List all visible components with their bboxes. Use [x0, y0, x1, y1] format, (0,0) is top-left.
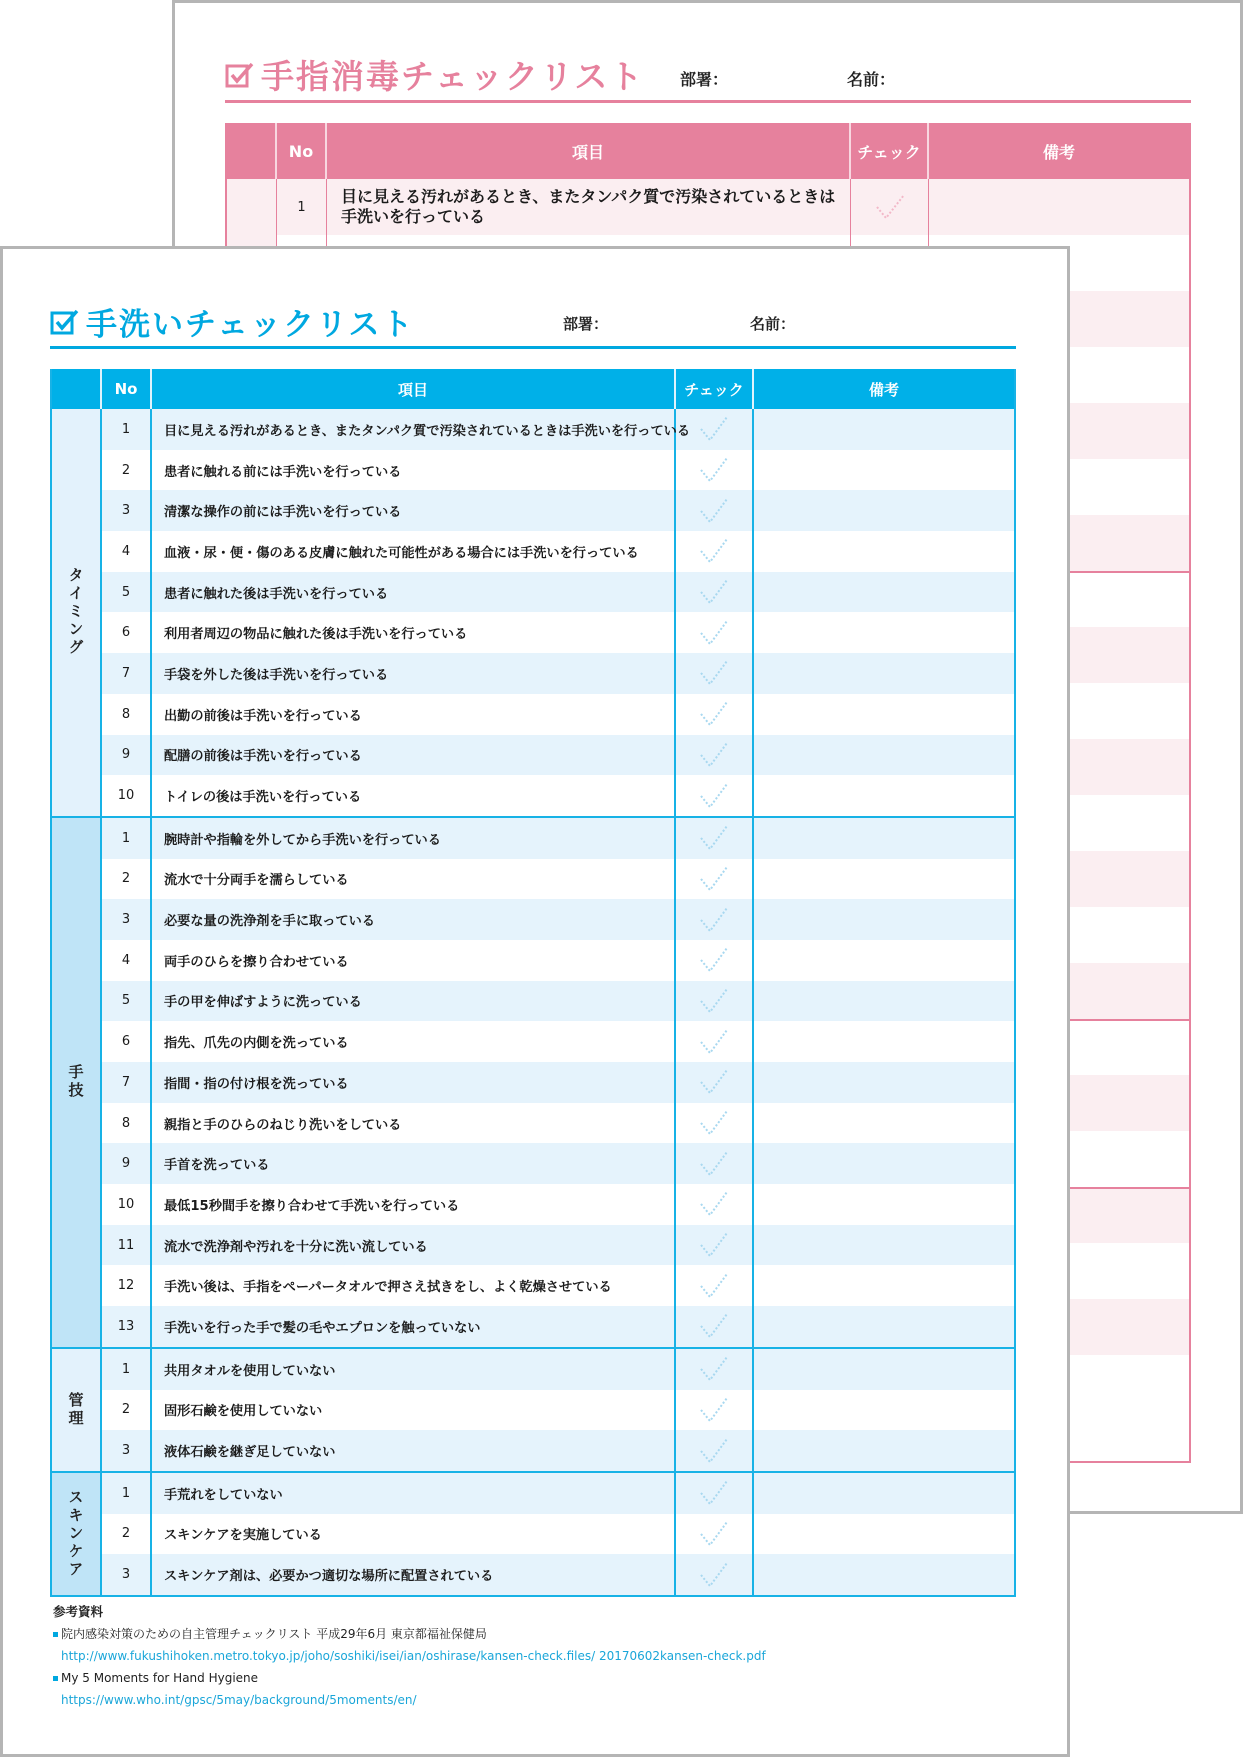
check-mark-icon: [872, 191, 908, 223]
check-cell[interactable]: [676, 775, 754, 816]
check-mark-icon: [697, 536, 731, 566]
check-cell[interactable]: [676, 1265, 754, 1306]
check-cell[interactable]: [676, 1062, 754, 1103]
row-item-text: 最低15秒間手を擦り合わせて手洗いを行っている: [152, 1184, 676, 1225]
header-no: No: [102, 369, 152, 409]
table-row: [102, 409, 1014, 450]
check-mark-icon: [697, 1189, 731, 1219]
row-item-text: 患者に触れる前には手洗いを行っている: [152, 450, 676, 491]
row-number: 12: [102, 1265, 152, 1306]
table-row: [102, 899, 1014, 940]
back-header-check: チェック: [851, 123, 929, 179]
reference-link[interactable]: http://www.fukushihoken.metro.tokyo.jp/joho/soshiki/isei/ian/oshirase/kansen-check.files/ 20170602kansen-check.pdf: [61, 1649, 766, 1663]
table-row: [102, 653, 1014, 694]
check-mark-icon: [697, 1560, 731, 1590]
row-item-text: 手洗いを行った手で髪の毛やエプロンを触っていない: [152, 1306, 676, 1347]
check-mark-icon: [697, 1436, 731, 1466]
table-row: [102, 1103, 1014, 1144]
note-cell[interactable]: [754, 1473, 1014, 1514]
check-cell[interactable]: [676, 859, 754, 900]
check-mark-icon: [697, 740, 731, 770]
check-cell[interactable]: [676, 735, 754, 776]
check-cell[interactable]: [676, 1390, 754, 1431]
check-mark-icon: [697, 1108, 731, 1138]
note-cell[interactable]: [754, 1554, 1014, 1595]
check-cell[interactable]: [676, 1143, 754, 1184]
table-row: [102, 1062, 1014, 1103]
group-timing: [52, 409, 1014, 816]
row-item-text: 手首を洗っている: [152, 1143, 676, 1184]
row-number: 1: [102, 818, 152, 859]
row-item-text: 流水で十分両手を濡らしている: [152, 859, 676, 900]
check-mark-icon: [697, 823, 731, 853]
table-row: [102, 1143, 1014, 1184]
row-item-text: 配膳の前後は手洗いを行っている: [152, 735, 676, 776]
row-item-text: 手洗い後は、手指をペーパータオルで押さえ拭きをし、よく乾燥させている: [152, 1265, 676, 1306]
note-cell[interactable]: [754, 694, 1014, 735]
group-label: スキンケア: [52, 1473, 102, 1595]
check-mark-icon: [697, 658, 731, 688]
front-sheet-hand-washing: [0, 246, 1070, 1757]
check-mark-icon: [697, 496, 731, 526]
table-row: [102, 775, 1014, 816]
table-row: [102, 572, 1014, 613]
check-cell[interactable]: [676, 1184, 754, 1225]
row-number: 2: [102, 1390, 152, 1431]
check-cell[interactable]: [676, 1225, 754, 1266]
check-cell[interactable]: [676, 572, 754, 613]
check-cell[interactable]: [676, 1021, 754, 1062]
note-cell[interactable]: [754, 818, 1014, 859]
table-row: [102, 735, 1014, 776]
row-number: 1: [102, 409, 152, 450]
row-number: 10: [102, 1184, 152, 1225]
note-cell[interactable]: [754, 1514, 1014, 1555]
references-section: [53, 1601, 766, 1711]
table-row: [102, 531, 1014, 572]
back-header-group: [227, 123, 277, 179]
check-cell[interactable]: [676, 940, 754, 981]
check-mark-icon: [697, 905, 731, 935]
row-number: 3: [102, 1554, 152, 1595]
reference-title: My 5 Moments for Hand Hygiene: [61, 1671, 259, 1685]
row-item-text: スキンケア剤は、必要かつ適切な場所に配置されている: [152, 1554, 676, 1595]
row-number: 3: [102, 1430, 152, 1471]
row-number: 6: [102, 612, 152, 653]
check-mark-icon: [697, 1395, 731, 1425]
table-row: [102, 1184, 1014, 1225]
row-item-text: 手の甲を伸ばすように洗っている: [152, 981, 676, 1022]
row-number: 7: [102, 653, 152, 694]
check-cell[interactable]: [676, 490, 754, 531]
row-item-text: 手袋を外した後は手洗いを行っている: [152, 653, 676, 694]
table-row: [102, 1554, 1014, 1595]
row-number: 3: [102, 899, 152, 940]
check-mark-icon: [697, 1354, 731, 1384]
note-cell[interactable]: [754, 1265, 1014, 1306]
checkbox-icon: [225, 61, 255, 89]
note-cell[interactable]: [754, 899, 1014, 940]
group-rows: [102, 818, 1014, 1347]
note-cell[interactable]: [754, 1184, 1014, 1225]
check-cell[interactable]: [676, 899, 754, 940]
references-heading: 参考資料: [53, 1604, 104, 1619]
back-sheet-title-text: 手指消毒チェックリスト: [261, 57, 645, 96]
square-bullet-icon: [53, 1676, 58, 1681]
back-header-no: No: [277, 123, 327, 179]
check-mark-icon: [697, 618, 731, 648]
check-mark-icon: [697, 1230, 731, 1260]
table-row: [102, 981, 1014, 1022]
group-rows: [102, 1349, 1014, 1471]
check-mark-icon: [697, 699, 731, 729]
row-number: 2: [102, 859, 152, 900]
row-number: 10: [102, 775, 152, 816]
note-cell[interactable]: [754, 981, 1014, 1022]
note-cell[interactable]: [754, 1390, 1014, 1431]
table-body: [52, 409, 1014, 1595]
table-row: [102, 1430, 1014, 1471]
table-row: [102, 1514, 1014, 1555]
row-item-text: 必要な量の洗浄剤を手に取っている: [152, 899, 676, 940]
group-rows: [102, 409, 1014, 816]
check-cell[interactable]: [676, 1554, 754, 1595]
row-item-text: 親指と手のひらのねじり洗いをしている: [152, 1103, 676, 1144]
hand-washing-checklist-table: [50, 369, 1016, 1597]
check-mark-icon: [697, 1311, 731, 1341]
back-header-note: 備考: [1042, 142, 1075, 162]
table-row: [102, 1265, 1014, 1306]
check-cell[interactable]: [676, 531, 754, 572]
note-cell[interactable]: [754, 1021, 1014, 1062]
row-number: 2: [102, 1514, 152, 1555]
table-row: [102, 818, 1014, 859]
row-item-text: 両手のひらを擦り合わせている: [152, 940, 676, 981]
check-mark-icon: [697, 1478, 731, 1508]
group-skincare: [52, 1471, 1014, 1595]
note-cell[interactable]: [754, 1430, 1014, 1471]
note-cell[interactable]: [754, 735, 1014, 776]
note-cell[interactable]: [754, 1306, 1014, 1347]
header-group: [52, 369, 102, 409]
check-cell[interactable]: [676, 450, 754, 491]
note-cell[interactable]: [754, 1225, 1014, 1266]
note-cell[interactable]: [754, 409, 1014, 450]
back-title-rule: [225, 100, 1191, 103]
row-number: 8: [102, 1103, 152, 1144]
table-row: [102, 694, 1014, 735]
row-item-text: 患者に触れた後は手洗いを行っている: [152, 572, 676, 613]
row-number: 6: [102, 1021, 152, 1062]
check-cell[interactable]: [676, 981, 754, 1022]
note-cell[interactable]: [754, 940, 1014, 981]
row-number: 4: [102, 531, 152, 572]
row-number: 11: [102, 1225, 152, 1266]
row-item-text: 出勤の前後は手洗いを行っている: [152, 694, 676, 735]
header-item: 項目: [152, 369, 676, 409]
check-cell[interactable]: [676, 1430, 754, 1471]
note-cell[interactable]: [754, 612, 1014, 653]
back-table-row: [227, 179, 1189, 235]
back-note-cell[interactable]: [929, 179, 1189, 235]
note-cell[interactable]: [754, 490, 1014, 531]
row-item-text: 血液・尿・便・傷のある皮膚に触れた可能性がある場合には手洗いを行っている: [152, 531, 676, 572]
row-item-text: 指先、爪先の内側を洗っている: [152, 1021, 676, 1062]
row-number: 3: [102, 490, 152, 531]
back-sheet-title: [225, 51, 644, 98]
front-name-label: 名前：: [750, 315, 796, 333]
check-cell[interactable]: [676, 818, 754, 859]
back-check-cell[interactable]: [851, 179, 929, 235]
group-management: [52, 1347, 1014, 1471]
check-mark-icon: [697, 781, 731, 811]
check-mark-icon: [697, 986, 731, 1016]
note-cell[interactable]: [754, 1062, 1014, 1103]
row-number: 5: [102, 572, 152, 613]
front-department-label: 部署：: [563, 315, 609, 333]
row-number: 1: [102, 1473, 152, 1514]
row-number: 2: [102, 450, 152, 491]
check-cell[interactable]: [676, 1306, 754, 1347]
note-cell[interactable]: [754, 1349, 1014, 1390]
header-note: 備考: [868, 380, 899, 399]
check-cell[interactable]: [676, 1103, 754, 1144]
note-cell[interactable]: [754, 859, 1014, 900]
row-item-text: トイレの後は手洗いを行っている: [152, 775, 676, 816]
table-row: [102, 1021, 1014, 1062]
group-label: 管理: [52, 1349, 102, 1471]
check-mark-icon: [697, 1067, 731, 1097]
table-row: [102, 1473, 1014, 1514]
table-row: [102, 1306, 1014, 1347]
reference-title: 院内感染対策のための自主管理チェックリスト 平成29年6月 東京都福祉保健局: [61, 1627, 487, 1641]
row-number: 9: [102, 1143, 152, 1184]
row-number: 1: [102, 1349, 152, 1390]
check-mark-icon: [697, 455, 731, 485]
check-cell[interactable]: [676, 1349, 754, 1390]
note-cell[interactable]: [754, 775, 1014, 816]
check-mark-icon: [697, 1027, 731, 1057]
check-mark-icon: [697, 1271, 731, 1301]
check-mark-icon: [697, 1519, 731, 1549]
front-sheet-title: [50, 299, 414, 344]
table-row: [102, 1390, 1014, 1431]
note-cell[interactable]: [754, 450, 1014, 491]
row-item-text: 腕時計や指輪を外してから手洗いを行っている: [152, 818, 676, 859]
row-item-text: 手荒れをしていない: [152, 1473, 676, 1514]
checkbox-icon: [50, 308, 80, 336]
back-header-item: 項目: [327, 123, 851, 179]
row-item-text: 共用タオルを使用していない: [152, 1349, 676, 1390]
table-row: [102, 612, 1014, 653]
row-item-text: 指間・指の付け根を洗っている: [152, 1062, 676, 1103]
group-rows: [102, 1473, 1014, 1595]
note-cell[interactable]: [754, 1143, 1014, 1184]
front-sheet-title-text: 手洗いチェックリスト: [86, 307, 415, 343]
row-item-text: 固形石鹸を使用していない: [152, 1390, 676, 1431]
table-row: [102, 490, 1014, 531]
note-cell[interactable]: [754, 531, 1014, 572]
reference-link[interactable]: https://www.who.int/gpsc/5may/background/5moments/en/: [61, 1693, 417, 1707]
back-department-label: 部署：: [680, 70, 729, 89]
table-row: [102, 859, 1014, 900]
row-number: 4: [102, 940, 152, 981]
check-cell[interactable]: [676, 1514, 754, 1555]
back-name-label: 名前：: [847, 70, 896, 89]
check-mark-icon: [697, 414, 731, 444]
group-label: 手技: [52, 818, 102, 1347]
header-check: チェック: [676, 369, 754, 409]
row-number: 13: [102, 1306, 152, 1347]
row-item-text: 目に見える汚れがあるとき、またタンパク質で汚染されているときは手洗いを行っている: [152, 409, 676, 450]
row-number: 8: [102, 694, 152, 735]
check-mark-icon: [697, 945, 731, 975]
check-cell[interactable]: [676, 694, 754, 735]
check-cell[interactable]: [676, 1473, 754, 1514]
table-header: [52, 369, 1014, 409]
check-cell[interactable]: [676, 653, 754, 694]
back-table-header: [227, 123, 1189, 179]
table-row: [102, 940, 1014, 981]
row-number: 5: [102, 981, 152, 1022]
check-mark-icon: [697, 577, 731, 607]
front-title-rule: [50, 346, 1016, 349]
reference-item: [53, 1623, 766, 1645]
square-bullet-icon: [53, 1632, 58, 1637]
table-row: [102, 1349, 1014, 1390]
table-row: [102, 1225, 1014, 1266]
row-item-text: 利用者周辺の物品に触れた後は手洗いを行っている: [152, 612, 676, 653]
check-mark-icon: [697, 864, 731, 894]
table-row: [102, 450, 1014, 491]
note-cell[interactable]: [754, 572, 1014, 613]
check-mark-icon: [697, 1149, 731, 1179]
row-number: 7: [102, 1062, 152, 1103]
check-cell[interactable]: [676, 612, 754, 653]
check-cell[interactable]: [676, 409, 754, 450]
back-row-no: 1: [277, 179, 327, 235]
row-item-text: 液体石鹸を継ぎ足していない: [152, 1430, 676, 1471]
reference-item: [53, 1667, 766, 1689]
note-cell[interactable]: [754, 1103, 1014, 1144]
note-cell[interactable]: [754, 653, 1014, 694]
back-group-cell: [227, 179, 277, 235]
row-item-text: 清潔な操作の前には手洗いを行っている: [152, 490, 676, 531]
group-technique: [52, 816, 1014, 1347]
row-item-text: 流水で洗浄剤や汚れを十分に洗い流している: [152, 1225, 676, 1266]
row-item-text: スキンケアを実施している: [152, 1514, 676, 1555]
back-row-item: 目に見える汚れがあるとき、またタンパク質で汚染されているときは手洗いを行っている: [327, 179, 851, 235]
row-number: 9: [102, 735, 152, 776]
group-label: タイミング: [52, 409, 102, 816]
